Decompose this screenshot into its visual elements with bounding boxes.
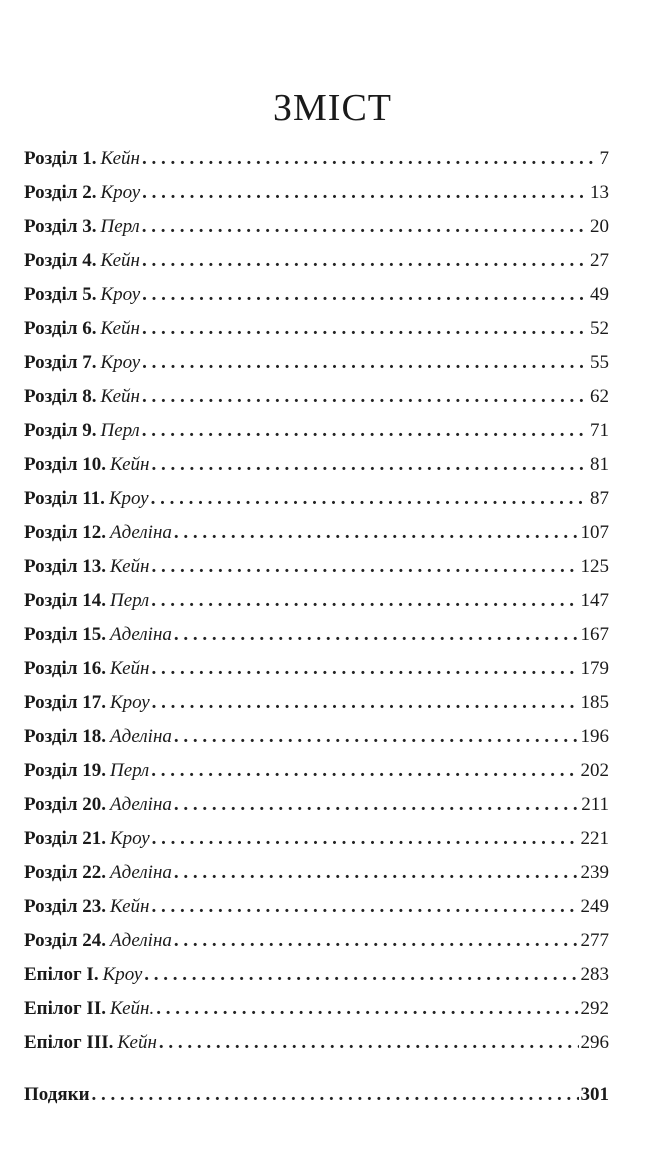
toc-entry-page: 125 — [580, 556, 609, 577]
toc-entry-page: 296 — [580, 1032, 609, 1053]
toc-entry-narrator: Перл — [109, 590, 150, 611]
dot-leader — [151, 754, 578, 788]
toc-entry-narrator: Кейн — [109, 454, 150, 475]
toc-entry[interactable] — [24, 924, 609, 958]
dot-leader — [92, 1078, 579, 1112]
dot-leader — [142, 278, 588, 312]
toc-entry-chapter: Розділ 20. — [24, 794, 106, 815]
toc-entry[interactable] — [24, 346, 609, 380]
toc-entry-narrator: Перл — [100, 216, 140, 237]
dot-leader — [142, 346, 588, 380]
toc-entry[interactable] — [24, 822, 609, 856]
toc-entry[interactable] — [24, 686, 609, 720]
dot-leader — [152, 550, 579, 584]
toc-entry-page: 62 — [590, 386, 609, 407]
dot-leader — [142, 142, 598, 176]
toc-entry-chapter: Розділ 1. — [24, 148, 97, 169]
toc-entry[interactable] — [24, 516, 609, 550]
toc-entry-page: 7 — [599, 148, 609, 169]
toc-entry-narrator: Кейн. — [109, 998, 155, 1019]
dot-leader — [174, 516, 579, 550]
toc-entry-narrator: Кейн — [109, 556, 150, 577]
toc-entry-acknowledgements[interactable] — [24, 1078, 609, 1112]
toc-entry[interactable] — [24, 584, 609, 618]
toc-entry[interactable] — [24, 992, 609, 1026]
toc-entry-chapter: Розділ 22. — [24, 862, 106, 883]
toc-entry-chapter: Розділ 6. — [24, 318, 97, 339]
toc-entry-page: 301 — [580, 1084, 609, 1105]
dot-leader — [142, 176, 588, 210]
toc-entry-narrator: Перл — [109, 760, 150, 781]
toc-entry-chapter: Розділ 21. — [24, 828, 106, 849]
toc-entry-chapter: Розділ 10. — [24, 454, 106, 475]
toc-entry-narrator: Кроу — [100, 352, 141, 373]
dot-leader — [152, 890, 579, 924]
toc-entry-page: 147 — [580, 590, 609, 611]
toc-entry-page: 71 — [590, 420, 609, 441]
toc-entry-chapter: Розділ 17. — [24, 692, 106, 713]
toc-entry-page: 202 — [580, 760, 609, 781]
toc-entry[interactable] — [24, 210, 609, 244]
toc-entry-narrator: Кроу — [109, 828, 150, 849]
toc-entry-page: 179 — [580, 658, 609, 679]
toc-entry-page: 292 — [580, 998, 609, 1019]
toc-entry-narrator: Кроу — [100, 284, 141, 305]
toc-entry-page: 196 — [580, 726, 609, 747]
dot-leader — [144, 958, 578, 992]
toc-entry-narrator: Кейн — [109, 658, 150, 679]
dot-leader — [142, 312, 588, 346]
toc-entry-page: 49 — [590, 284, 609, 305]
toc-entry[interactable] — [24, 312, 609, 346]
toc-entry-chapter: Розділ 15. — [24, 624, 106, 645]
toc-entry-chapter: Епілог ІІІ. — [24, 1032, 114, 1053]
toc-entry-chapter: Розділ 5. — [24, 284, 97, 305]
toc-entry-chapter: Епілог ІІ. — [24, 998, 106, 1019]
toc-entry-page: 239 — [580, 862, 609, 883]
toc-entry-chapter: Розділ 2. — [24, 182, 97, 203]
toc-entry-page: 55 — [590, 352, 609, 373]
dot-leader — [159, 1026, 579, 1060]
toc-entry-narrator: Кейн — [100, 318, 140, 339]
dot-leader — [152, 822, 579, 856]
toc-entry-page: 107 — [580, 522, 609, 543]
toc-entry-page: 20 — [590, 216, 609, 237]
dot-leader — [142, 414, 588, 448]
toc-entry-page: 81 — [590, 454, 609, 475]
toc-entry-chapter: Розділ 23. — [24, 896, 106, 917]
dot-leader — [152, 448, 589, 482]
toc-entry[interactable] — [24, 958, 609, 992]
toc-entry-narrator: Кейн — [100, 386, 140, 407]
toc-entry-narrator: Кейн — [109, 896, 150, 917]
toc-entry-page: 52 — [590, 318, 609, 339]
dot-leader — [142, 210, 588, 244]
toc-entry-chapter: Розділ 19. — [24, 760, 106, 781]
toc-entry-chapter: Розділ 14. — [24, 590, 106, 611]
toc-entry[interactable] — [24, 720, 609, 754]
toc-entry-chapter: Епілог І. — [24, 964, 99, 985]
toc-entry[interactable] — [24, 550, 609, 584]
toc-entry-chapter: Розділ 3. — [24, 216, 97, 237]
toc-entry-page: 185 — [580, 692, 609, 713]
toc-entry-narrator: Перл — [100, 420, 140, 441]
toc-entry[interactable] — [24, 278, 609, 312]
toc-entry-chapter: Розділ 24. — [24, 930, 106, 951]
toc-entry-narrator: Аделіна — [109, 624, 172, 645]
toc-entry-page: 249 — [580, 896, 609, 917]
table-of-contents — [24, 142, 609, 1060]
toc-entry[interactable] — [24, 142, 609, 176]
dot-leader — [156, 992, 578, 1026]
toc-entry-chapter: Розділ 7. — [24, 352, 97, 373]
toc-entry[interactable] — [24, 856, 609, 890]
toc-entry-narrator: Кроу — [109, 692, 150, 713]
toc-entry[interactable] — [24, 890, 609, 924]
toc-entry[interactable] — [24, 414, 609, 448]
toc-entry[interactable] — [24, 448, 609, 482]
toc-entry-narrator: Кроу — [108, 488, 149, 509]
page-title: ЗМІСТ — [272, 87, 393, 129]
toc-entry-page: 167 — [580, 624, 609, 645]
toc-entry-chapter: Розділ 9. — [24, 420, 97, 441]
toc-entry-narrator: Кроу — [102, 964, 143, 985]
toc-entry-narrator: Аделіна — [109, 930, 172, 951]
toc-entry-page: 283 — [580, 964, 609, 985]
dot-leader — [174, 856, 579, 890]
toc-entry[interactable] — [24, 754, 609, 788]
dot-leader — [152, 686, 579, 720]
toc-entry-narrator: Кейн — [100, 148, 140, 169]
toc-entry-page: 277 — [580, 930, 609, 951]
toc-entry-chapter: Розділ 12. — [24, 522, 106, 543]
dot-leader — [174, 924, 579, 958]
dot-leader — [174, 788, 579, 822]
toc-entry-page: 211 — [581, 794, 609, 815]
toc-entry[interactable] — [24, 244, 609, 278]
dot-leader — [174, 720, 579, 754]
toc-entry[interactable] — [24, 1026, 609, 1060]
toc-entry-narrator: Аделіна — [109, 862, 172, 883]
toc-entry-narrator: Кейн — [100, 250, 140, 271]
toc-entry-narrator: Аделіна — [109, 522, 172, 543]
toc-entry[interactable] — [24, 652, 609, 686]
toc-entry-chapter: Розділ 13. — [24, 556, 106, 577]
toc-entry-page: 221 — [580, 828, 609, 849]
dot-leader — [142, 244, 588, 278]
toc-entry-narrator: Аделіна — [109, 726, 172, 747]
toc-entry-page: 13 — [590, 182, 609, 203]
toc-entry-label: Подяки — [24, 1084, 90, 1105]
toc-entry-chapter: Розділ 11. — [24, 488, 105, 509]
toc-entry-narrator: Кейн — [117, 1032, 157, 1053]
toc-entry[interactable] — [24, 618, 609, 652]
toc-entry-page: 87 — [590, 488, 609, 509]
dot-leader — [152, 652, 579, 686]
dot-leader — [142, 380, 588, 414]
toc-entry[interactable] — [24, 788, 609, 822]
toc-entry-narrator: Кроу — [100, 182, 141, 203]
dot-leader — [151, 482, 588, 516]
toc-entry-page: 27 — [590, 250, 609, 271]
toc-entry[interactable] — [24, 380, 609, 414]
toc-entry-chapter: Розділ 18. — [24, 726, 106, 747]
toc-entry-chapter: Розділ 8. — [24, 386, 97, 407]
toc-entry-chapter: Розділ 4. — [24, 250, 97, 271]
toc-entry-narrator: Аделіна — [109, 794, 172, 815]
dot-leader — [151, 584, 578, 618]
toc-entry[interactable] — [24, 176, 609, 210]
dot-leader — [174, 618, 579, 652]
toc-entry-chapter: Розділ 16. — [24, 658, 106, 679]
toc-entry[interactable] — [24, 482, 609, 516]
